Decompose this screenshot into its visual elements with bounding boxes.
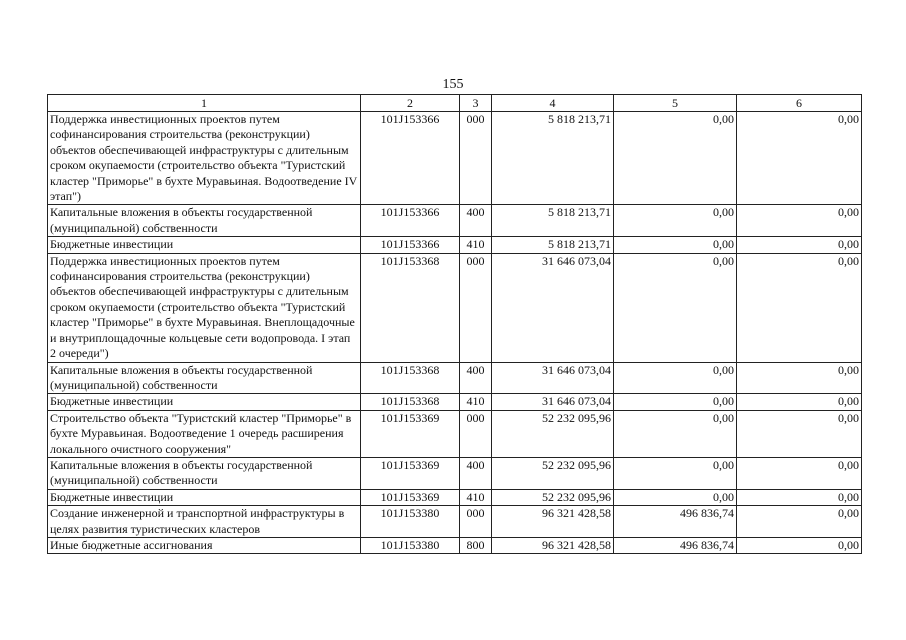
row-value-5: 0,00 — [614, 237, 737, 253]
row-type: 000 — [460, 410, 492, 457]
table-body — [48, 112, 862, 554]
column-header-5: 5 — [614, 95, 737, 112]
row-value-6: 0,00 — [737, 205, 862, 237]
row-name: Капитальные вложения в объекты государственной (муниципальной) собственности — [48, 362, 361, 394]
row-value-6: 0,00 — [737, 253, 862, 362]
row-code: 101J153366 — [361, 237, 460, 253]
row-type: 410 — [460, 237, 492, 253]
row-value-4: 31 646 073,04 — [492, 362, 614, 394]
row-value-6: 0,00 — [737, 237, 862, 253]
row-type: 400 — [460, 457, 492, 489]
row-value-4: 5 818 213,71 — [492, 205, 614, 237]
row-code: 101J153366 — [361, 205, 460, 237]
row-value-5: 0,00 — [614, 112, 737, 205]
row-name: Капитальные вложения в объекты государственной (муниципальной) собственности — [48, 205, 361, 237]
row-value-5: 0,00 — [614, 394, 737, 410]
row-name: Поддержка инвестиционных проектов путем софинансирования строительства (реконструкции) объектов обеспечивающей инфраструктуры с длительным сроком окупаемости (строительство объекта "Туристский кластер "Приморье" в бухте Муравьиная. Внеплощадочные и внутриплощадочные кольцевые сети водопровода. I этап 2 очереди") — [48, 253, 361, 362]
table-row — [48, 506, 862, 538]
row-type: 410 — [460, 489, 492, 505]
row-value-6: 0,00 — [737, 112, 862, 205]
row-name: Создание инженерной и транспортной инфраструктуры в целях развития туристических кластеров — [48, 506, 361, 538]
row-type: 000 — [460, 506, 492, 538]
row-code: 101J153369 — [361, 457, 460, 489]
row-name: Бюджетные инвестиции — [48, 394, 361, 410]
row-value-6: 0,00 — [737, 457, 862, 489]
row-code: 101J153366 — [361, 112, 460, 205]
row-value-5: 0,00 — [614, 205, 737, 237]
row-code: 101J153368 — [361, 362, 460, 394]
row-value-6: 0,00 — [737, 362, 862, 394]
row-value-5: 0,00 — [614, 489, 737, 505]
column-header-6: 6 — [737, 95, 862, 112]
row-name: Капитальные вложения в объекты государственной (муниципальной) собственности — [48, 457, 361, 489]
row-code: 101J153369 — [361, 410, 460, 457]
table-row — [48, 237, 862, 253]
row-type: 000 — [460, 253, 492, 362]
row-value-5: 496 836,74 — [614, 506, 737, 538]
table-row — [48, 410, 862, 457]
row-name: Строительство объекта "Туристский кластер "Приморье" в бухте Муравьиная. Водоотведение 1 очередь расширения локального очистного сооружения" — [48, 410, 361, 457]
row-code: 101J153369 — [361, 489, 460, 505]
table-row — [48, 394, 862, 410]
row-value-5: 0,00 — [614, 253, 737, 362]
row-value-4: 52 232 095,96 — [492, 489, 614, 505]
row-value-4: 5 818 213,71 — [492, 237, 614, 253]
row-value-4: 31 646 073,04 — [492, 394, 614, 410]
page-number: 155 — [442, 77, 464, 92]
row-value-6: 0,00 — [737, 506, 862, 538]
column-header-1: 1 — [48, 95, 361, 112]
row-type: 000 — [460, 112, 492, 205]
row-value-6: 0,00 — [737, 410, 862, 457]
column-header-2: 2 — [361, 95, 460, 112]
row-value-4: 96 321 428,58 — [492, 537, 614, 553]
row-value-5: 0,00 — [614, 362, 737, 394]
table-row — [48, 253, 862, 362]
row-name: Бюджетные инвестиции — [48, 237, 361, 253]
table-row — [48, 205, 862, 237]
table-header — [48, 95, 862, 112]
row-value-4: 96 321 428,58 — [492, 506, 614, 538]
row-name: Поддержка инвестиционных проектов путем софинансирования строительства (реконструкции) объектов обеспечивающей инфраструктуры с длительным сроком окупаемости (строительство объекта "Туристский кластер "Приморье" в бухте Муравьиная. Водоотведение IV этап") — [48, 112, 361, 205]
row-type: 400 — [460, 362, 492, 394]
row-value-4: 31 646 073,04 — [492, 253, 614, 362]
row-name: Бюджетные инвестиции — [48, 489, 361, 505]
row-value-6: 0,00 — [737, 537, 862, 553]
column-header-4: 4 — [492, 95, 614, 112]
table-row — [48, 489, 862, 505]
table-row — [48, 537, 862, 553]
row-code: 101J153380 — [361, 506, 460, 538]
row-type: 800 — [460, 537, 492, 553]
row-type: 400 — [460, 205, 492, 237]
row-value-5: 496 836,74 — [614, 537, 737, 553]
row-value-4: 52 232 095,96 — [492, 410, 614, 457]
table-row — [48, 362, 862, 394]
row-code: 101J153368 — [361, 253, 460, 362]
header-row — [48, 95, 862, 112]
row-value-5: 0,00 — [614, 410, 737, 457]
table-row — [48, 457, 862, 489]
row-code: 101J153368 — [361, 394, 460, 410]
row-code: 101J153380 — [361, 537, 460, 553]
row-value-6: 0,00 — [737, 394, 862, 410]
row-value-4: 5 818 213,71 — [492, 112, 614, 205]
budget-table — [47, 94, 862, 554]
row-value-4: 52 232 095,96 — [492, 457, 614, 489]
row-type: 410 — [460, 394, 492, 410]
row-value-5: 0,00 — [614, 457, 737, 489]
row-name: Иные бюджетные ассигнования — [48, 537, 361, 553]
table-row — [48, 112, 862, 205]
column-header-3: 3 — [460, 95, 492, 112]
row-value-6: 0,00 — [737, 489, 862, 505]
